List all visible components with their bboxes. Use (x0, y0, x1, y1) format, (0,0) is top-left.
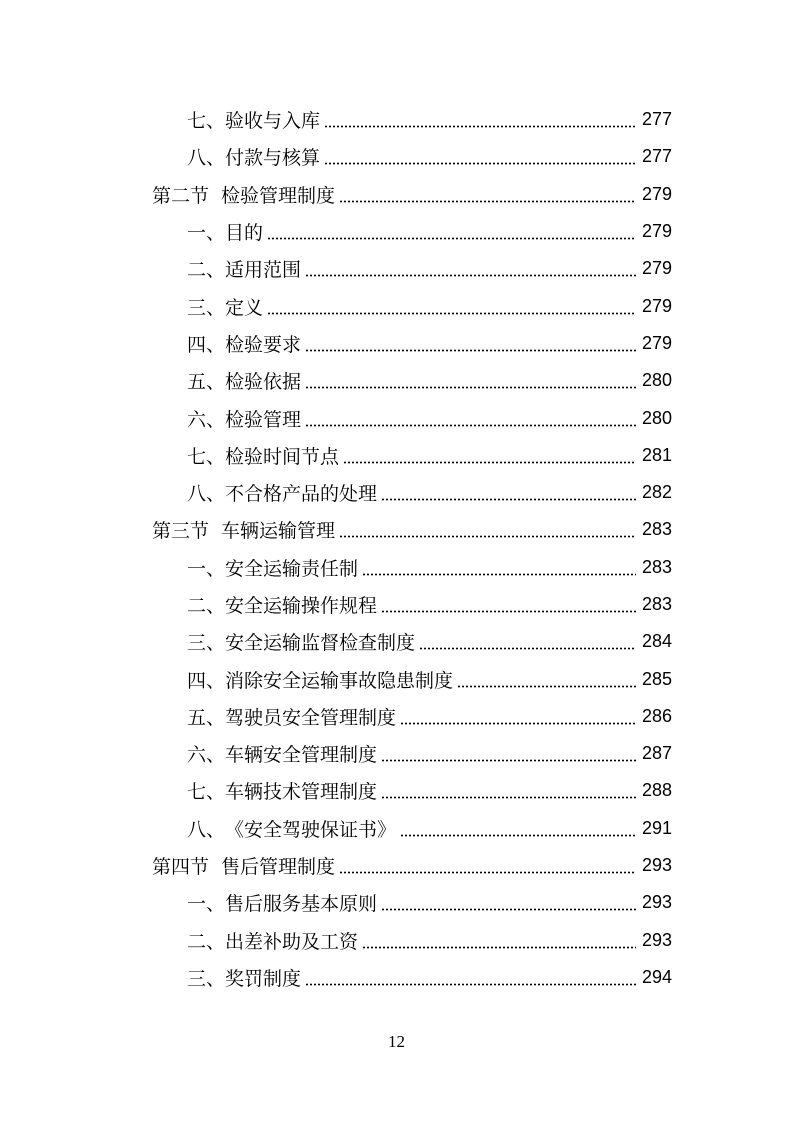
table-of-contents (0, 101, 793, 996)
toc-section-number: 第二节 (152, 184, 210, 207)
toc-entry[interactable] (0, 810, 793, 847)
toc-entry-title: 驾驶员安全管理制度 (225, 706, 397, 729)
toc-section-page: 293 (641, 855, 672, 876)
toc-entry-page: 284 (641, 631, 672, 652)
toc-entry[interactable] (0, 772, 793, 809)
toc-entry-title: 安全运输操作规程 (225, 595, 378, 617)
toc-entry-title: 定义 (225, 296, 264, 319)
toc-entry-page: 277 (641, 109, 672, 130)
dot-leader (400, 706, 636, 725)
toc-section-entry[interactable] (0, 176, 793, 213)
dot-leader (381, 594, 636, 613)
toc-entry[interactable] (0, 884, 793, 921)
dot-leader (305, 408, 636, 427)
toc-entry[interactable] (0, 437, 793, 474)
toc-entry-page: 285 (641, 668, 672, 689)
dot-leader (324, 109, 636, 128)
toc-entry[interactable] (0, 213, 793, 250)
toc-entry-page: 293 (641, 892, 672, 913)
toc-entry-page: 279 (641, 221, 672, 242)
toc-entry-title: 奖罚制度 (225, 967, 302, 990)
toc-entry-number: 二、 (187, 930, 226, 953)
toc-entry-title: 《安全驾驶保证书》 (225, 818, 397, 841)
toc-section-title: 检验管理制度 (221, 184, 336, 207)
toc-section-number: 第三节 (152, 520, 210, 543)
toc-entry-title: 验收与入库 (225, 110, 321, 133)
toc-entry-number: 三、 (187, 296, 226, 319)
toc-entry[interactable] (0, 287, 793, 324)
dot-leader (339, 184, 636, 203)
toc-entry-number: 六、 (187, 408, 226, 431)
toc-entry[interactable] (0, 250, 793, 287)
toc-entry-number: 六、 (187, 744, 226, 767)
dot-leader (343, 445, 636, 464)
toc-entry-number: 七、 (187, 445, 226, 468)
toc-section-title: 售后管理制度 (221, 856, 336, 879)
toc-entry-page: 283 (641, 594, 672, 614)
dot-leader (324, 146, 636, 165)
toc-entry-page: 279 (641, 258, 672, 279)
toc-entry[interactable] (0, 698, 793, 735)
toc-entry-title: 检验依据 (225, 371, 302, 394)
dot-leader (267, 296, 636, 315)
toc-entry-page: 286 (641, 705, 672, 726)
toc-section-entry[interactable] (0, 511, 793, 548)
toc-entry-page: 280 (641, 370, 672, 391)
toc-entry-page: 287 (641, 743, 672, 764)
toc-entry-page: 283 (641, 556, 672, 577)
toc-entry-number: 八、 (187, 483, 226, 506)
toc-entry[interactable] (0, 474, 793, 511)
toc-entry-number: 一、 (187, 893, 226, 916)
toc-entry-number: 五、 (187, 371, 226, 394)
toc-entry-number: 三、 (187, 632, 226, 655)
dot-leader (381, 482, 636, 501)
dot-leader (305, 258, 636, 277)
dot-leader (362, 930, 636, 949)
toc-entry-number: 四、 (187, 669, 226, 692)
toc-entry-number: 一、 (187, 222, 226, 245)
toc-section-entry[interactable] (0, 847, 793, 884)
toc-entry-page: 279 (641, 332, 672, 353)
toc-entry[interactable] (0, 959, 793, 996)
toc-entry[interactable] (0, 138, 793, 175)
toc-entry[interactable] (0, 735, 793, 772)
toc-entry-number: 七、 (187, 781, 226, 804)
toc-entry-title: 检验时间节点 (225, 445, 340, 468)
toc-entry-number: 一、 (187, 557, 226, 580)
toc-entry-page: 281 (641, 444, 672, 465)
toc-entry-number: 七、 (187, 110, 226, 133)
dot-leader (339, 855, 636, 874)
toc-entry-page: 288 (641, 780, 672, 801)
toc-entry[interactable] (0, 325, 793, 362)
toc-section-number: 第四节 (152, 856, 210, 879)
toc-entry-title: 不合格产品的处理 (225, 483, 378, 506)
toc-entry-page: 291 (641, 817, 672, 838)
toc-entry-page: 280 (641, 407, 672, 428)
toc-entry-title: 售后服务基本原则 (225, 893, 378, 916)
toc-entry-page: 293 (641, 929, 672, 950)
toc-entry-title: 安全运输责任制 (225, 557, 359, 580)
toc-entry[interactable] (0, 101, 793, 138)
toc-entry-title: 检验管理 (225, 408, 302, 431)
toc-entry-title: 适用范围 (225, 259, 302, 282)
page-number: 12 (388, 1032, 405, 1051)
toc-entry-title: 安全运输监督检查制度 (225, 632, 416, 655)
dot-leader (400, 818, 636, 837)
toc-entry-title: 目的 (225, 222, 264, 245)
toc-entry-title: 车辆技术管理制度 (225, 781, 378, 804)
toc-entry-number: 二、 (187, 259, 226, 282)
dot-leader (362, 557, 636, 576)
toc-entry-number: 八、 (187, 818, 226, 841)
dot-leader (419, 631, 636, 650)
toc-entry[interactable] (0, 399, 793, 436)
toc-entry-title: 消除安全运输事故隐患制度 (225, 669, 454, 692)
toc-entry-page: 277 (641, 146, 672, 167)
toc-entry-number: 五、 (187, 706, 226, 729)
dot-leader (267, 221, 636, 240)
toc-entry[interactable] (0, 586, 793, 623)
toc-section-title: 车辆运输管理 (221, 520, 336, 543)
toc-entry-number: 八、 (187, 147, 226, 170)
dot-leader (305, 333, 636, 352)
toc-section-page: 279 (641, 183, 672, 204)
toc-entry[interactable] (0, 623, 793, 660)
toc-entry-number: 三、 (187, 967, 226, 990)
toc-entry-page: 279 (641, 295, 672, 316)
toc-entry[interactable] (0, 549, 793, 586)
toc-entry-title: 付款与核算 (225, 147, 321, 170)
toc-entry[interactable] (0, 660, 793, 697)
toc-entry-number: 二、 (187, 595, 226, 617)
dot-leader (457, 669, 636, 688)
dot-leader (305, 370, 636, 389)
toc-entry-number: 四、 (187, 333, 226, 356)
toc-entry-page: 282 (641, 482, 672, 503)
toc-entry[interactable] (0, 922, 793, 959)
dot-leader (381, 780, 636, 799)
toc-entry-title: 车辆安全管理制度 (225, 744, 378, 767)
dot-leader (305, 967, 636, 986)
toc-entry-title: 出差补助及工资 (225, 930, 359, 953)
dot-leader (339, 519, 636, 538)
toc-entry[interactable] (0, 362, 793, 399)
toc-entry-title: 检验要求 (225, 333, 302, 356)
toc-section-page: 283 (641, 519, 672, 540)
dot-leader (381, 743, 636, 762)
toc-entry-page: 294 (641, 966, 672, 987)
dot-leader (381, 892, 636, 911)
